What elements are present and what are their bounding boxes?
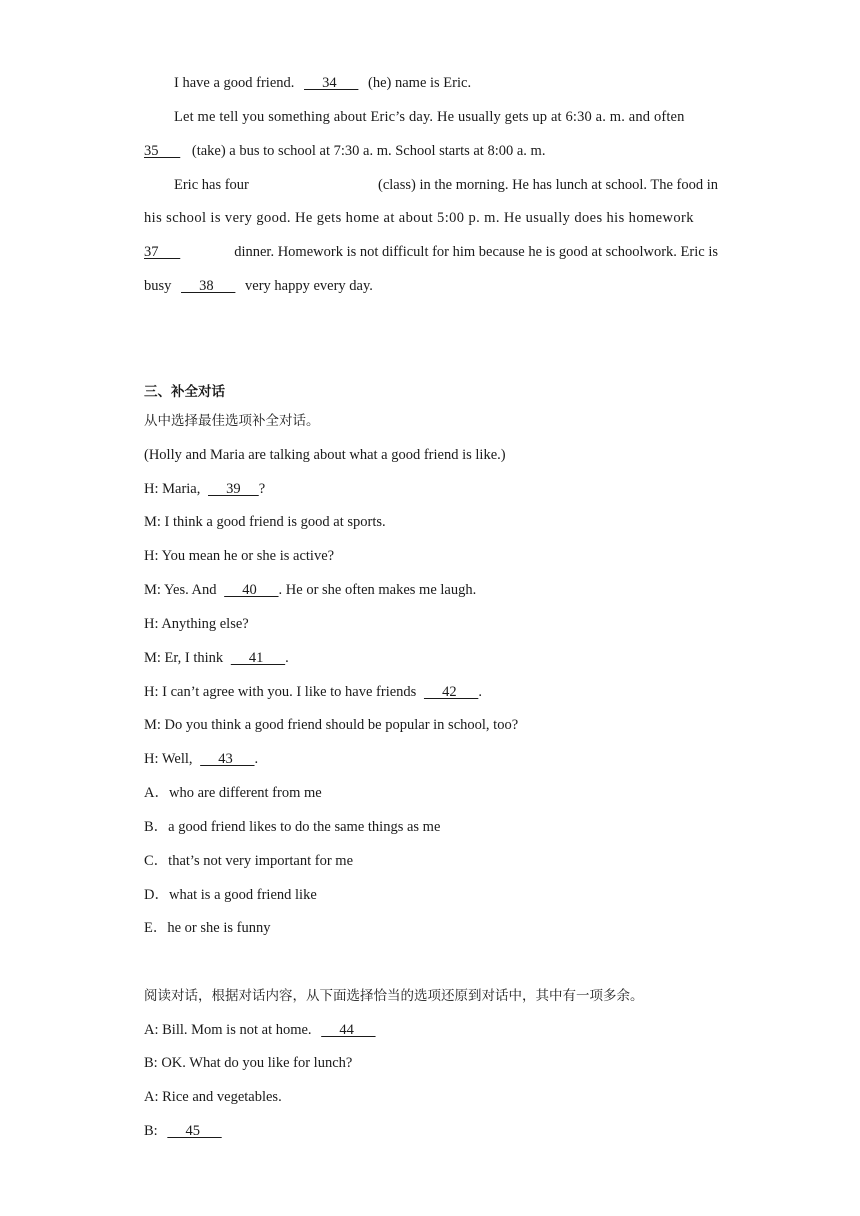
answer-blank-45[interactable]: 45: [167, 1123, 222, 1139]
dialogue-text: . He or she often makes me laugh.: [278, 582, 477, 598]
passage-line-3: [144, 141, 718, 161]
dialogue-line: H: Anything else?: [144, 616, 249, 632]
dialogue-text: H: I can’t agree with you. I like to have friends: [144, 684, 417, 700]
passage-line-7: [144, 276, 718, 296]
passage-text: (take) a bus to school at 7:30 a. m. School starts at 8:00 a. m.: [191, 143, 546, 159]
answer-blank-42[interactable]: 42: [423, 684, 479, 700]
dialogue-line: [144, 1121, 718, 1141]
dialogue-text: B:: [144, 1123, 158, 1139]
dialogue-text: H: Well,: [144, 751, 193, 767]
dialogue-line: [144, 749, 718, 769]
passage-text: I have a good friend.: [174, 75, 295, 91]
answer-blank-40[interactable]: 40: [224, 582, 279, 598]
passage-line-1: [174, 73, 718, 93]
passage-text: busy: [144, 278, 172, 294]
dialogue-line: B: OK. What do you like for lunch?: [144, 1055, 353, 1071]
dialogue-line: H: You mean he or she is active?: [144, 548, 335, 564]
dialogue-text: .: [285, 650, 289, 666]
answer-blank-41[interactable]: 41: [230, 650, 286, 666]
dialogue-text: M: Yes. And: [144, 582, 217, 598]
passage-line-6: [144, 242, 718, 262]
passage-text: dinner. Homework is not difficult for him because he is good at schoolwork. Eric is: [234, 244, 718, 260]
dialogue-text: A: Bill. Mom is not at home.: [144, 1022, 312, 1038]
section-title: 三、补全对话: [144, 384, 225, 400]
section-instruction: 从中选择最佳选项补全对话。: [144, 413, 320, 429]
answer-blank-38[interactable]: 38: [181, 278, 236, 294]
answer-blank-35[interactable]: 35: [144, 143, 181, 159]
dialogue-line: [144, 479, 718, 499]
dialogue-text: M: Er, I think: [144, 650, 224, 666]
dialogue-text: .: [254, 751, 259, 767]
passage-line-5: [144, 208, 718, 228]
passage-text: (class) in the morning. He has lunch at school. The food in: [377, 177, 718, 193]
dialogue-line: M: Do you think a good friend should be popular in school, too?: [144, 717, 519, 733]
dialogue-line: [144, 1020, 718, 1040]
passage-text: Let me tell you something about Eric’s day. He usually gets up at 6:30 a. m. and often: [174, 109, 685, 125]
answer-blank-43[interactable]: 43: [200, 751, 255, 767]
dialogue-line: [144, 682, 718, 702]
passage-text: his school is very good. He gets home at about 5:00 p. m. He usually does his homework: [144, 210, 694, 226]
passage-text: Eric has four: [174, 177, 249, 193]
answer-blank-44[interactable]: 44: [321, 1022, 376, 1038]
dialogue-line: A: Rice and vegetables.: [144, 1089, 282, 1105]
passage-line-4: [174, 175, 718, 195]
passage-text: (he) name is Eric.: [368, 75, 472, 91]
dialogue-context: (Holly and Maria are talking about what a good friend is like.): [144, 447, 506, 463]
option-e: E．he or she is funny: [144, 920, 271, 936]
passage-text: very happy every day.: [245, 278, 373, 294]
dialogue-line: [144, 580, 718, 600]
option-d: D．what is a good friend like: [144, 887, 317, 903]
section-instruction-2: 阅读对话，根据对话内容，从下面选择恰当的选项还原到对话中，其中有一项多余。: [144, 988, 644, 1004]
option-c: C．that’s not very important for me: [144, 853, 354, 869]
answer-blank-34[interactable]: 34: [304, 75, 359, 91]
dialogue-text: ?: [258, 481, 266, 497]
answer-blank-37[interactable]: 37: [144, 244, 181, 260]
answer-blank-39[interactable]: 39: [208, 481, 259, 497]
dialogue-line: M: I think a good friend is good at sports.: [144, 514, 386, 530]
passage-line-2: [174, 107, 718, 127]
option-a: A．who are different from me: [144, 785, 322, 801]
dialogue-text: .: [478, 684, 482, 700]
option-b: B．a good friend likes to do the same things as me: [144, 819, 441, 835]
dialogue-line: [144, 648, 718, 668]
dialogue-text: H: Maria,: [144, 481, 201, 497]
